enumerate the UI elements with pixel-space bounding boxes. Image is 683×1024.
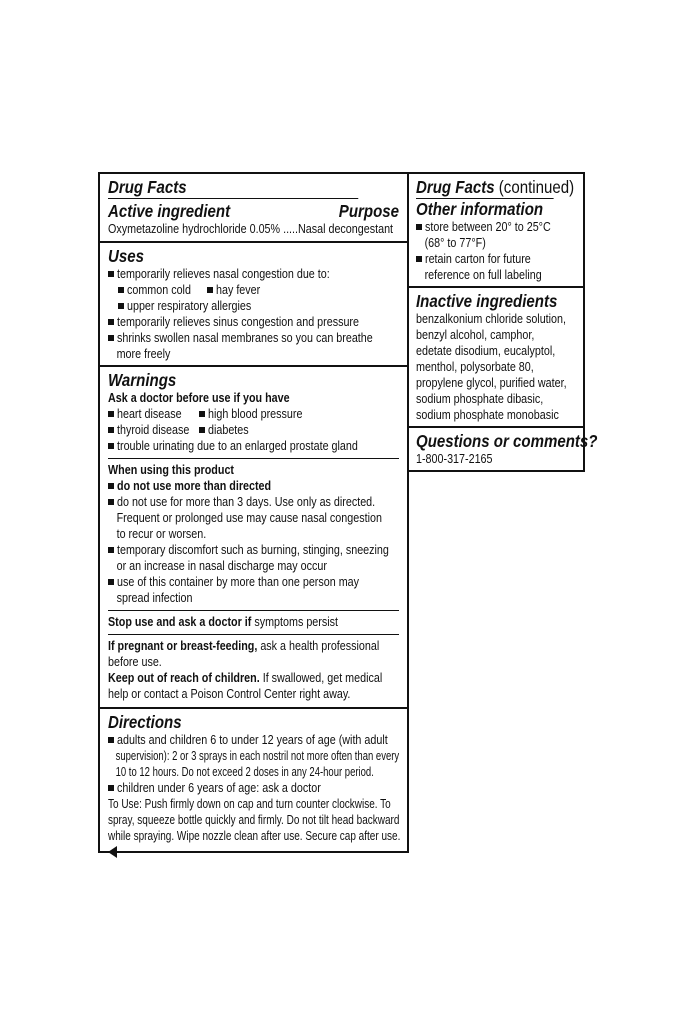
directions-text: supervision): 2 or 3 sprays in each nostril not more often than every <box>115 749 400 763</box>
warning-text: thyroid disease <box>117 423 190 437</box>
left-triangle-arrow-icon <box>108 846 117 858</box>
bullet-icon <box>108 443 114 449</box>
inactive-text: benzalkonium chloride solution, <box>416 312 567 326</box>
list-item <box>108 282 399 298</box>
stop-use-text: symptoms persist <box>251 615 338 629</box>
warning-text: trouble urinating due to an enlarged prostate gland <box>117 439 358 453</box>
when-using-heading: When using this product <box>108 463 235 477</box>
uses-text: temporarily relieves sinus congestion and pressure <box>117 315 359 329</box>
inactive-text: propylene glycol, purified water, <box>416 376 567 390</box>
other-info-text: store between 20° to 25°C <box>425 220 551 234</box>
keep-out-bold: Keep out of reach of children. <box>108 671 260 685</box>
bullet-icon <box>118 287 124 293</box>
directions-text: adults and children 6 to under 12 years of age (with adult <box>117 733 388 747</box>
directions-text: 10 to 12 hours. Do not exceed 2 doses in any 24-hour period. <box>115 765 374 779</box>
uses-text: common cold <box>127 283 191 297</box>
warning-text: diabetes <box>208 423 249 437</box>
bullet-icon <box>108 785 114 791</box>
bullet-icon <box>108 427 114 433</box>
list-item <box>108 422 399 438</box>
warning-text: do not use for more than 3 days. Use only as directed. <box>117 495 376 509</box>
bullet-icon <box>416 224 422 230</box>
warning-text: to recur or worsen. <box>116 527 207 541</box>
warning-text: or an increase in nasal discharge may occur <box>116 559 327 573</box>
inactive-text: menthol, polysorbate 80, <box>416 360 534 374</box>
directions-heading: Directions <box>108 712 182 732</box>
uses-text: shrinks swollen nasal membranes so you can breathe <box>117 331 373 345</box>
pregnant-bold: If pregnant or breast-feeding, <box>108 639 258 653</box>
list-item <box>108 574 399 590</box>
active-header-row <box>108 201 399 221</box>
warnings-heading: Warnings <box>108 370 177 390</box>
keep-out-text: If swallowed, get medical <box>259 671 383 685</box>
purpose-heading: Purpose <box>338 201 399 221</box>
divider <box>108 610 399 611</box>
directions-text: children under 6 years of age: ask a doctor <box>117 781 321 795</box>
bullet-icon <box>108 411 114 417</box>
warning-text: use of this container by more than one person may <box>117 575 360 589</box>
stop-use-line <box>108 614 358 630</box>
continued-title-rest: (continued) <box>494 177 575 197</box>
list-item <box>416 251 576 267</box>
warning-text: Frequent or prolonged use may cause nasal congestion <box>116 511 382 525</box>
active-ingredient-line: Oxymetazoline hydrochloride 0.05% .....Nasal decongestant <box>108 222 394 236</box>
list-item <box>108 406 399 422</box>
uses-text: more freely <box>116 347 171 361</box>
questions-section <box>409 428 598 470</box>
bullet-icon <box>416 256 422 262</box>
other-information-heading: Other information <box>416 199 544 219</box>
bullet-icon <box>118 303 124 309</box>
directions-section <box>100 709 407 861</box>
pregnant-text: ask a health professional <box>257 639 380 653</box>
bullet-icon <box>199 411 205 417</box>
bullet-icon <box>108 319 114 325</box>
inactive-text: sodium phosphate monobasic <box>416 408 559 422</box>
warnings-section <box>100 367 407 709</box>
to-use-text: To Use: Push firmly down on cap and turn counter clockwise. To <box>108 797 391 811</box>
divider <box>108 634 399 635</box>
inactive-text: edetate disodium, eucalyptol, <box>416 344 556 358</box>
inactive-text: sodium phosphate dibasic, <box>416 392 544 406</box>
drug-facts-title: Drug Facts <box>108 177 358 199</box>
other-info-text: reference on full labeling <box>424 268 542 282</box>
active-ingredient-section <box>100 174 407 243</box>
inactive-text: benzyl alcohol, camphor, <box>416 328 535 342</box>
to-use-text: while spraying. Wipe nozzle clean after use. Secure cap after use. <box>108 829 401 843</box>
warning-text: do not use more than directed <box>117 479 272 493</box>
drug-facts-panel <box>98 172 409 853</box>
bullet-icon <box>108 499 114 505</box>
other-info-text: retain carton for future <box>425 252 531 266</box>
list-item <box>108 330 399 346</box>
inactive-ingredients-heading: Inactive ingredients <box>416 291 558 311</box>
pregnant-text: before use. <box>108 655 162 669</box>
list-item <box>108 438 399 454</box>
phone-number: 1-800-317-2165 <box>416 452 493 466</box>
warning-text: temporary discomfort such as burning, stinging, sneezing <box>117 543 389 557</box>
questions-heading: Questions or comments? <box>416 431 598 451</box>
bullet-icon <box>108 271 114 277</box>
bullet-icon <box>108 335 114 341</box>
uses-text: temporarily relieves nasal congestion due to: <box>117 267 330 281</box>
to-use-text: spray, squeeze bottle quickly and firmly. Do not tilt head backward <box>108 813 400 827</box>
pregnant-line <box>108 638 380 654</box>
active-ingredient-heading: Active ingredient <box>108 201 231 221</box>
list-item <box>108 298 399 314</box>
list-item <box>108 542 399 558</box>
bullet-icon <box>207 287 213 293</box>
warning-text: spread infection <box>116 591 193 605</box>
bullet-icon <box>199 427 205 433</box>
inactive-ingredients-section <box>409 288 583 428</box>
uses-heading: Uses <box>108 246 144 266</box>
uses-text: hay fever <box>216 283 261 297</box>
list-item <box>108 314 399 330</box>
other-info-text: (68° to 77°F) <box>424 236 486 250</box>
uses-text: upper respiratory allergies <box>127 299 252 313</box>
continued-title-bold: Drug Facts <box>416 177 495 197</box>
list-item <box>108 266 399 282</box>
uses-section <box>100 243 407 367</box>
list-item <box>416 219 576 235</box>
bullet-icon <box>108 579 114 585</box>
warning-text: high blood pressure <box>208 407 303 421</box>
bullet-icon <box>108 547 114 553</box>
keep-out-line <box>108 670 383 686</box>
ask-doctor-heading: Ask a doctor before use if you have <box>108 391 290 405</box>
other-information-section <box>409 174 583 288</box>
list-item <box>108 780 399 796</box>
stop-use-bold: Stop use and ask a doctor if <box>108 615 252 629</box>
bullet-icon <box>108 737 114 743</box>
list-item <box>108 478 399 494</box>
drug-facts-continued-panel <box>407 172 598 472</box>
keep-out-text: help or contact a Poison Control Center right away. <box>108 687 351 701</box>
warning-text: heart disease <box>117 407 182 421</box>
list-item <box>108 494 399 510</box>
list-item <box>108 732 399 748</box>
continued-title <box>416 177 575 199</box>
divider <box>108 458 399 459</box>
bullet-icon <box>108 483 114 489</box>
